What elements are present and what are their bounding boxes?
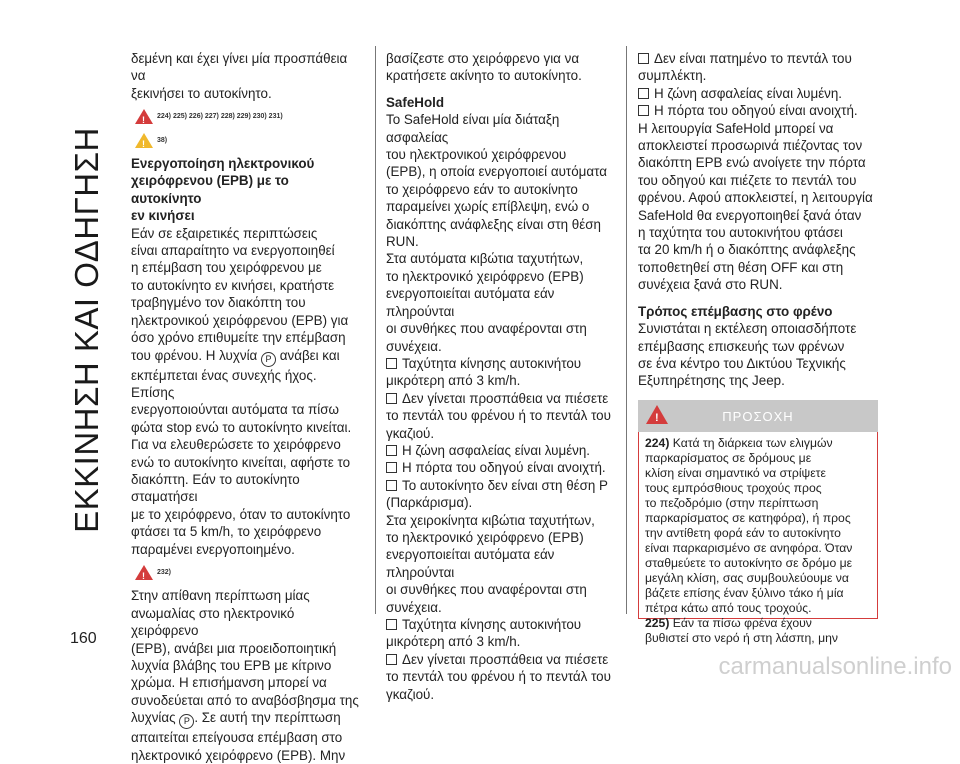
checkbox-bullet-icon	[386, 462, 397, 473]
paragraph: Στην απίθανη περίπτωση μίας ανωμαλίας στο ηλεκτρονικό χειρόφρενο (EPB), ανάβει μια προειδοποιητική λυχνία βλάβης του EPB με κίτρινο χρώμα. Η επισήμανση μπορεί να συνοδεύεται από το αναβόσβησμα της λυχνίας P . Σε αυτή την περίπτωση απαιτείται επείγουσα επέμβαση στο ηλεκτρονικό χειρόφρενο (EPB). Μην	[131, 588, 359, 763]
section-heading: Τρόπος επέμβασης στο φρένο	[638, 303, 833, 319]
checkbox-bullet-icon	[638, 53, 649, 64]
section-heading: SafeHold	[386, 94, 445, 110]
section-heading: Ενεργοποίηση ηλεκτρονικού χειρόφρενου (EPB) με το αυτοκίνητο εν κινήσει	[131, 156, 315, 224]
checkbox-bullet-icon	[386, 654, 397, 665]
watermark: carmanualsonline.info	[718, 653, 952, 680]
warning-triangle-icon	[135, 565, 153, 580]
column-divider	[375, 46, 376, 614]
paragraph: Εάν σε εξαιρετικές περιπτώσεις είναι απαραίτητο να ενεργοποιηθεί η επέμβαση του χειρόφρενου με το αυτοκίνητο εν κινήσει, κρατήστε τραβηγμένο τον διακόπτη του ηλεκτρονικού χειρόφρενου (EPB) για όσο χρόνο επιθυμείτε την επέμβαση του φρένου. Η λυχνία P ανάβει και εκπέμπεται ένας συνεχής ήχος. Επίσης ενεργοποιούνται αυτόματα τα πίσω φώτα stop ενώ το αυτοκίνητο κινείται. Για να ελευθερώσετε το χειρόφρενο ενώ το αυτοκίνητο κινείται, αφήστε το διακόπτη. Εάν το αυτοκίνητο σταματήσει με το χειρόφρενο, όταν το αυτοκίνητο φτάσει τα 5 km/h, το χειρόφρενο παραμένει ενεργοποιημένο.	[131, 225, 352, 557]
list-item: Το αυτοκίνητο δεν είναι στη θέση P (Παρκάρισμα).	[386, 477, 608, 511]
checkbox-bullet-icon	[386, 445, 397, 456]
checkbox-bullet-icon	[638, 88, 649, 99]
column-2	[386, 50, 614, 703]
checkbox-bullet-icon	[386, 358, 397, 369]
warning-refs-red: ! 224) 225) 226) 227) 228) 229) 230) 231)	[135, 108, 359, 125]
list-item: Δεν γίνεται προσπάθεια να πιέσετε το πεντάλ του φρένου ή το πεντάλ του γκαζιού.	[386, 390, 611, 441]
paragraph: Το SafeHold είναι μία διάταξη ασφαλείας του ηλεκτρονικού χειρόφρενου (EPB), η οποία ενεργοποιεί αυτόματα το χειρόφρενο εάν το αυτοκίνητο παραμείνει χωρίς επίβλεψη, ενώ ο διακόπτης ανάφλεξης είναι στη θέση RUN. Στα αυτόματα κιβώτια ταχυτήτων, το ηλεκτρονικό χειρόφρενο (EPB) ενεργοποιείται αυτόματα εάν πληρούνται οι συνθήκες που αναφέρονται στη συνέχεια.	[386, 112, 607, 354]
condition-list	[386, 616, 614, 703]
list-item: Η πόρτα του οδηγού είναι ανοιχτή.	[638, 102, 878, 119]
paragraph: Στα χειροκίνητα κιβώτια ταχυτήτων, το ηλεκτρονικό χειρόφρενο (EPB) ενεργοποιείται αυτόματα εάν πληρούνται οι συνθήκες που αναφέρονται στη συνέχεια.	[386, 512, 595, 615]
checkbox-bullet-icon	[386, 619, 397, 630]
caution-refs-yellow: ! 38)	[135, 132, 359, 149]
column-3	[638, 50, 878, 645]
page-number: 160	[70, 630, 97, 647]
list-item: Η ζώνη ασφαλείας είναι λυμένη.	[386, 442, 614, 459]
checkbox-bullet-icon	[386, 480, 397, 491]
column-divider	[626, 46, 627, 614]
parking-brake-lamp-icon: P	[261, 352, 276, 367]
paragraph: βασίζεστε στο χειρόφρενο για να κρατήσετε ακίνητο το αυτοκίνητο.	[386, 51, 582, 84]
list-item: Ταχύτητα κίνησης αυτοκινήτου μικρότερη από 3 km/h.	[386, 617, 582, 650]
caution-triangle-icon	[135, 133, 153, 148]
checkbox-bullet-icon	[386, 393, 397, 404]
paragraph: Η λειτουργία SafeHold μπορεί να αποκλειστεί προσωρινά πιέζοντας τον διακόπτη EPB ενώ ανοίγετε την πόρτα του οδηγού και πιέζετε το πεντάλ του φρένου. Αφού αποκλειστεί, η λειτουργία SafeHold θα ενεργοποιηθεί ξανά όταν η ταχύτητα του αυτοκινήτου φτάσει τα 20 km/h ή ο διακόπτης ανάφλεξης τοποθετηθεί στη θέση OFF και στη συνέχεια ξανά στο RUN.	[638, 120, 873, 293]
col1-intro: δεμένη και έχει γίνει μία προσπάθεια να ξεκινήσει το αυτοκίνητο.	[131, 51, 348, 101]
condition-list	[638, 50, 878, 120]
list-item: Ταχύτητα κίνησης αυτοκινήτου μικρότερη από 3 km/h.	[386, 355, 582, 389]
parking-brake-lamp-icon: P	[179, 714, 194, 729]
warning-triangle-icon	[135, 109, 153, 124]
list-item: Δεν είναι πατημένο το πεντάλ του συμπλέκτη.	[638, 51, 852, 84]
chapter-title: ΕΚΚΙΝΗΣΗ ΚΑΙ ΟΔΗΓΗΣΗ	[68, 127, 105, 533]
warning-banner: ! ΠΡΟΣΟΧΗ	[638, 400, 878, 432]
list-item: Η πόρτα του οδηγού είναι ανοιχτή.	[386, 459, 614, 476]
warning-box: 224) Κατά τη διάρκεια των ελιγμών παρκαρίσματος σε δρόμους με κλίση είναι σημαντικό να στρίψετε τους εμπρόσθιους τροχούς προς το πεζοδρόμιο (στην περίπτωση παρκαρίσματος σε κατηφόρα), ή προς την αντίθετη φορά εάν το αυτοκίνητο είναι παρκαρισμένο σε ανηφόρα. Όταν σταθμεύετε το αυτοκίνητο σε δρόμο με μεγάλη κλίση, σας συμβουλεύουμε να βάζετε επίσης έναν ξύλινο τάκο ή μία πέτρα κάτω από τους τροχούς. 225) Εάν τα πίσω φρένα έχουν βυθιστεί στο νερό ή στη λάσπη, μην	[638, 432, 878, 619]
paragraph: Συνιστάται η εκτέλεση οποιασδήποτε επέμβασης επισκευής των φρένων σε ένα κέντρο του Δικτύου Τεχνικής Εξυπηρέτησης της Jeep.	[638, 321, 857, 389]
checkbox-bullet-icon	[638, 105, 649, 116]
warning-refs-red: ! 232)	[135, 564, 359, 581]
list-item: Δεν γίνεται προσπάθεια να πιέσετε το πεντάλ του φρένου ή το πεντάλ του γκαζιού.	[386, 651, 611, 702]
condition-list	[386, 355, 614, 512]
column-1	[131, 50, 359, 764]
list-item: Η ζώνη ασφαλείας είναι λυμένη.	[638, 85, 878, 102]
